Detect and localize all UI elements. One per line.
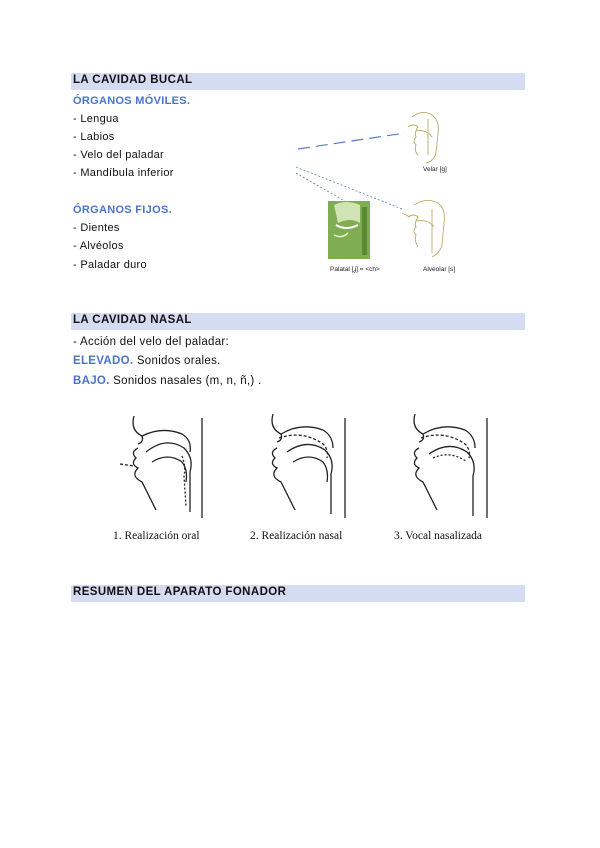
text-sonidos-orales: Sonidos orales. bbox=[133, 355, 221, 367]
figure-caption-nasal: 2. Realización nasal bbox=[250, 530, 343, 542]
list-item: - Labios bbox=[73, 131, 115, 143]
list-item: - Velo del paladar bbox=[73, 149, 165, 161]
alveolar-head-sketch bbox=[402, 200, 444, 257]
figure-caption-nasalized: 3. Vocal nasalizada bbox=[394, 530, 483, 542]
body-text-bajo bbox=[73, 375, 262, 387]
list-item: - Dientes bbox=[73, 222, 120, 234]
label-elevado: ELEVADO. bbox=[73, 355, 134, 367]
body-text-accion-velo: - Acción del velo del paladar: bbox=[73, 336, 230, 348]
section-header-bar bbox=[71, 313, 525, 330]
list-item: - Paladar duro bbox=[73, 259, 147, 271]
diagram-label-palatal: Palatal [ʝ] = <ch> bbox=[330, 266, 380, 273]
section-title-cavidad-nasal: LA CAVIDAD NASAL bbox=[73, 314, 192, 326]
connector-line-velar bbox=[298, 133, 405, 149]
list-item: - Lengua bbox=[73, 113, 119, 125]
text-sonidos-nasales: Sonidos nasales (m, n, ñ,) . bbox=[109, 375, 262, 387]
body-text-elevado bbox=[73, 355, 221, 367]
label-bajo: BAJO. bbox=[73, 375, 110, 387]
diagram-label-alveolar: Alveolar [s] bbox=[423, 266, 456, 273]
articulation-diagram bbox=[290, 105, 490, 280]
figure-caption-oral: 1. Realización oral bbox=[113, 530, 200, 542]
section-header-bar bbox=[71, 585, 525, 602]
vocal-tract-figure-nasalized bbox=[397, 408, 497, 518]
section-header-bar bbox=[71, 73, 525, 90]
list-item: - Alvéolos bbox=[73, 240, 124, 252]
vocal-tract-figure-oral bbox=[112, 408, 212, 518]
palatal-head-image bbox=[328, 201, 370, 259]
section-title-cavidad-bucal: LA CAVIDAD BUCAL bbox=[73, 74, 193, 86]
subheading-organos-moviles: ÓRGANOS MÓVILES. bbox=[73, 95, 191, 107]
vocal-tract-figure-nasal bbox=[255, 408, 355, 518]
diagram-label-velar: Velar [g] bbox=[423, 166, 447, 173]
section-title-resumen: RESUMEN DEL APARATO FONADOR bbox=[73, 586, 287, 598]
list-item: - Mandíbula inferior bbox=[73, 167, 174, 179]
velar-head-sketch bbox=[408, 112, 438, 163]
subheading-organos-fijos: ÓRGANOS FIJOS. bbox=[73, 204, 172, 216]
